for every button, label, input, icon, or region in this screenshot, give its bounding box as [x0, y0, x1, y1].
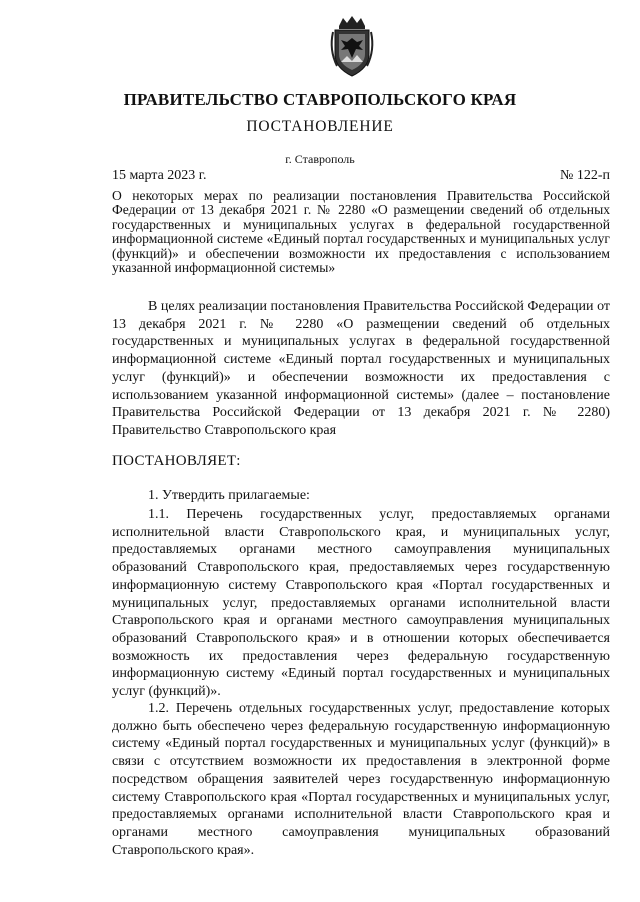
document-title: О некоторых мерах по реализации постановления Правительства Российской Федерации от 13 декабря 2021 г. № 2280 «О размещении сведений об отдельных государственных и муниципальных услугах в федеральной государственной информационной системе «Единый портал государственных и муниципальных услуг (функций)» и обеспечении возможности их предоставления с использованием указанной информационной системы» [112, 188, 610, 276]
intro-paragraph: В целях реализации постановления Правительства Российской Федерации от 13 декабря 2021 г. № 2280 «О размещении сведений об отдельных государственных и муниципальных услугах в федеральной государственной информационной системе «Единый портал государственных и муниципальных услуг (функций)» и обеспечении возможности их предоставления с использованием указанной информационной системы» (далее – постановление Правительства Российской Федерации от 13 декабря 2021 г. № 2280) Правительство Ставропольского края [112, 299, 610, 438]
document-number: № 122-п [559, 168, 610, 183]
document-date: 15 марта 2023 г. [112, 168, 207, 183]
organization-heading: ПРАВИТЕЛЬСТВО СТАВРОПОЛЬСКОГО КРАЯ [123, 90, 517, 109]
approve-paragraph: 1. Утвердить прилагаемые: [148, 488, 310, 503]
item-1-2-paragraph: 1.2. Перечень отдельных государственных услуг, предоставление которых должно быть обеспечено через федеральную государственную информационную систему «Единый портал государственных и муниципальных услуг (функций)» в связи с отсутствием возможности их предоставления в электронной форме посредством обращения заявителей через государственную информационную систему Ставропольского края «Портал государственных и муниципальных услуг, предоставляемых органами исполнительной власти Ставропольского края и органами местного самоуправления муниципальных образований Ставропольского края». [112, 701, 610, 858]
resolves-heading: ПОСТАНОВЛЯЕТ: [112, 453, 241, 469]
item-1-1-paragraph: 1.1. Перечень государственных услуг, предоставляемых органами исполнительной власти Ставропольского края, и муниципальных услуг, предоставляемых органами местного самоуправления муниципальных образований Ставропольского края, предоставляемых через государственную информационную систему Ставропольского края «Портал государственных и муниципальных услуг, предоставляемых органами исполнительной власти Ставропольского края и органами местного самоуправления муниципальных образований Ставропольского края» и в отношении которых обеспечивается возможность их предоставления через федеральную государственную информационную систему «Единый портал государственных и муниципальных услуг (функций)». [112, 507, 610, 700]
coat-of-arms-emblem [327, 14, 377, 80]
document-type: ПОСТАНОВЛЕНИЕ [246, 118, 394, 135]
city-label: г. Ставрополь [285, 152, 355, 166]
